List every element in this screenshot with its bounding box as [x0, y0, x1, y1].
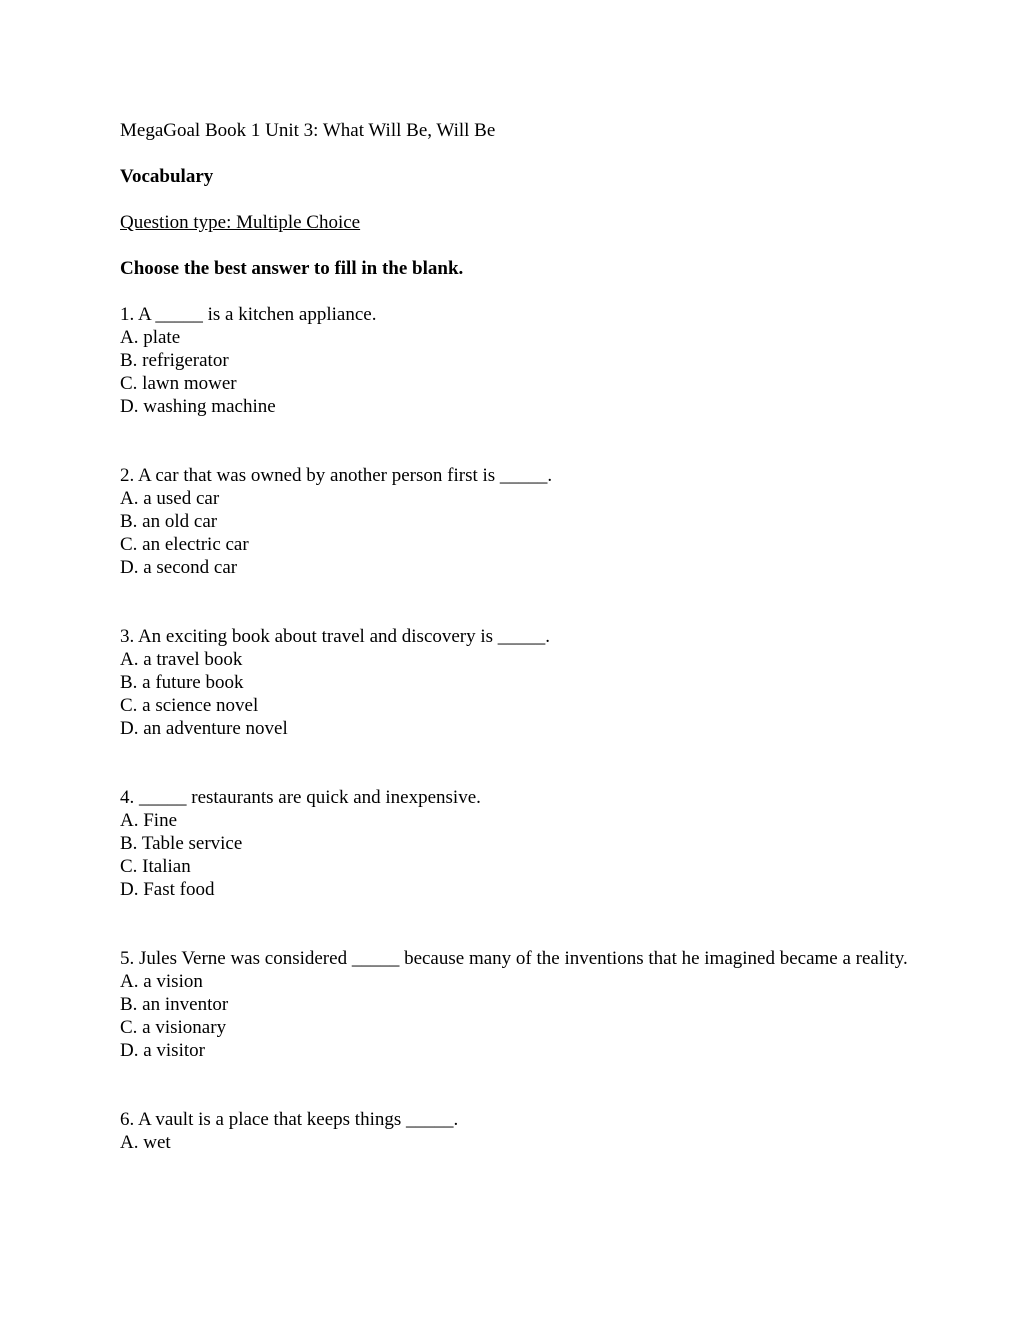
document-title: MegaGoal Book 1 Unit 3: What Will Be, Will Be [120, 120, 496, 141]
answer-option: D. washing machine [120, 396, 276, 417]
answer-option: D. an adventure novel [120, 718, 288, 739]
document-page [120, 119, 910, 1154]
answer-option: A. wet [120, 1132, 171, 1153]
answer-option: C. lawn mower [120, 373, 237, 394]
answer-option: A. a used car [120, 488, 220, 509]
question-stem: 4. _____ restaurants are quick and inexpensive. [120, 787, 481, 808]
question-type-label: Question type: Multiple Choice [120, 212, 361, 233]
answer-option: A. a vision [120, 971, 203, 992]
question-stem: 3. An exciting book about travel and discovery is _____. [120, 626, 551, 647]
answer-option: B. an inventor [120, 994, 229, 1015]
answer-option: A. plate [120, 327, 181, 348]
answer-option: A. a travel book [120, 649, 243, 670]
answer-option: D. a second car [120, 557, 238, 578]
answer-option: D. Fast food [120, 879, 215, 900]
answer-option: D. a visitor [120, 1040, 205, 1061]
question-4 [120, 786, 910, 901]
question-1 [120, 303, 910, 418]
answer-option: A. Fine [120, 810, 177, 831]
answer-option: C. Italian [120, 856, 191, 877]
question-stem: 1. A _____ is a kitchen appliance. [120, 304, 377, 325]
instruction-text: Choose the best answer to fill in the blank. [120, 258, 464, 279]
answer-option: C. a visionary [120, 1017, 227, 1038]
question-list [120, 303, 910, 1154]
answer-option: C. a science novel [120, 695, 259, 716]
question-stem: 2. A car that was owned by another person first is _____. [120, 465, 553, 486]
question-stem: 6. A vault is a place that keeps things _____. [120, 1109, 459, 1130]
answer-option: B. refrigerator [120, 350, 229, 371]
question-2 [120, 464, 910, 579]
question-5 [120, 947, 910, 1062]
answer-option: C. an electric car [120, 534, 249, 555]
answer-option: B. a future book [120, 672, 244, 693]
answer-option: B. Table service [120, 833, 243, 854]
section-heading: Vocabulary [120, 166, 214, 187]
question-6 [120, 1108, 910, 1154]
question-stem: 5. Jules Verne was considered _____ because many of the inventions that he imagined became a reality. [120, 948, 908, 969]
question-3 [120, 625, 910, 740]
answer-option: B. an old car [120, 511, 218, 532]
